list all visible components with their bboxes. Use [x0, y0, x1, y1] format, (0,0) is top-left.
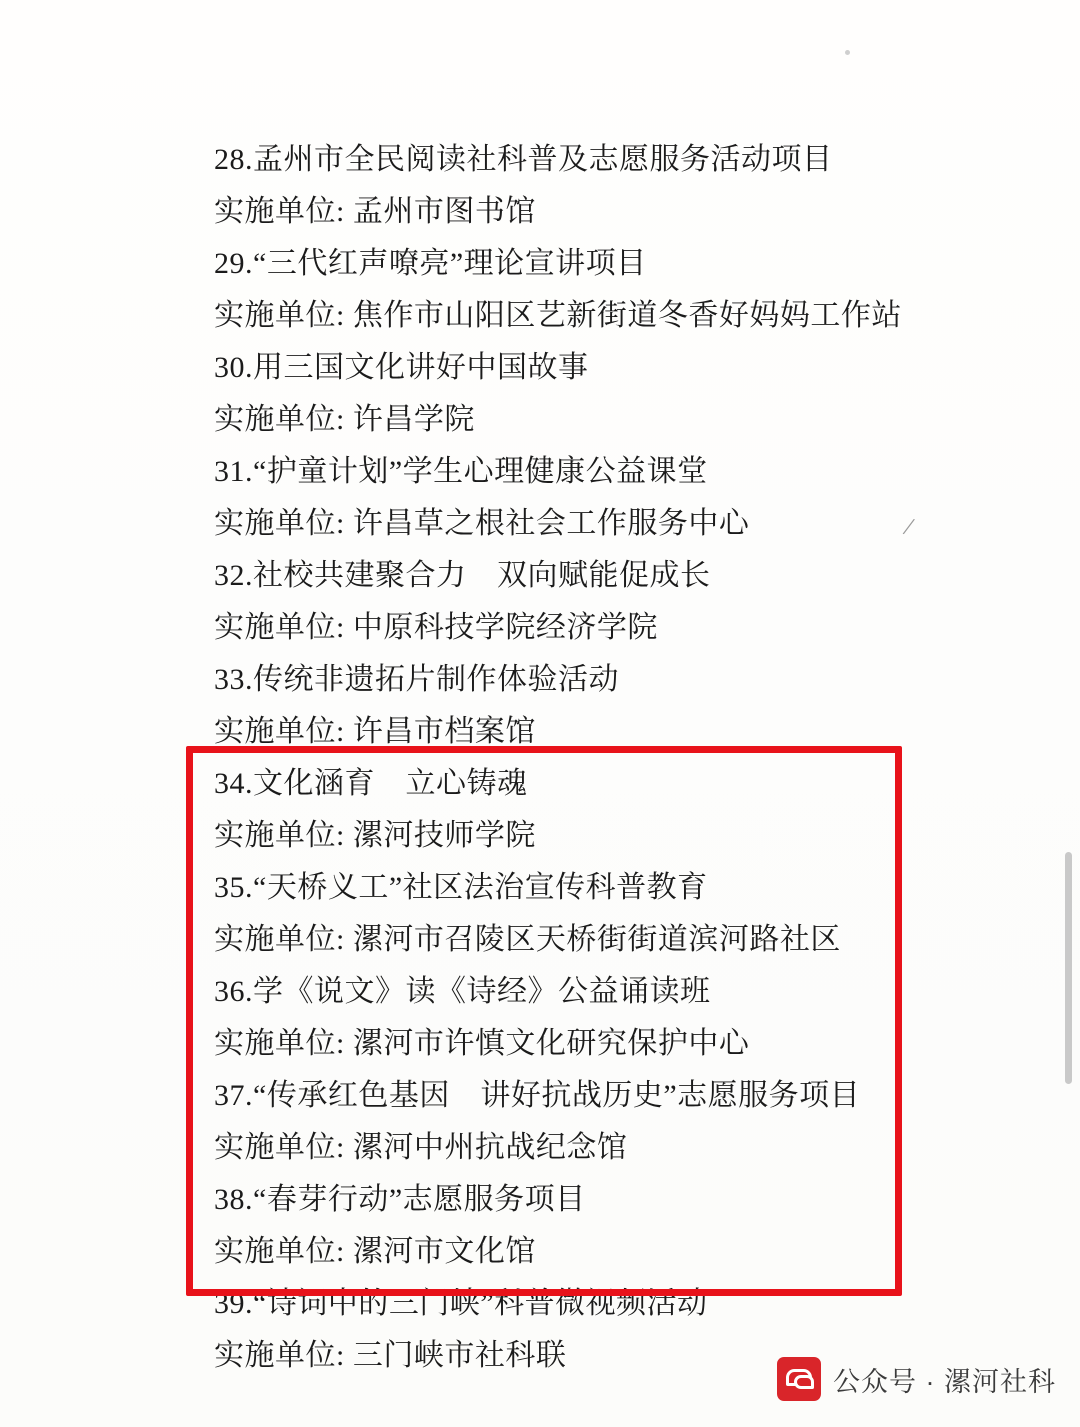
implementing-unit-line [0, 290, 1080, 342]
unit-label: 实施单位: [214, 299, 345, 332]
unit-name: 漯河中州抗战纪念馆 [352, 1131, 628, 1164]
item-number: 31. [214, 455, 253, 488]
spacer [345, 1131, 353, 1164]
item-title: 学《说文》读《诗经》公益诵读班 [253, 975, 711, 1008]
unit-label: 实施单位: [214, 715, 345, 748]
implementing-unit-line [0, 1018, 1080, 1070]
unit-name: 三门峡市社科联 [352, 1339, 567, 1372]
project-item-line [0, 342, 1080, 394]
unit-label: 实施单位: [214, 507, 345, 540]
item-number: 29. [214, 247, 253, 280]
spacer [345, 403, 353, 436]
unit-label: 实施单位: [214, 923, 345, 956]
project-item-line [0, 1070, 1080, 1122]
unit-name: 漯河市许慎文化研究保护中心 [352, 1027, 750, 1060]
implementing-unit-line [0, 498, 1080, 550]
item-number: 36. [214, 975, 253, 1008]
item-title: “传承红色基因 讲好抗战历史”志愿服务项目 [253, 1079, 861, 1112]
spacer [345, 819, 353, 852]
implementing-unit-line [0, 394, 1080, 446]
spacer [345, 507, 353, 540]
unit-label: 实施单位: [214, 819, 345, 852]
project-item-line [0, 758, 1080, 810]
implementing-unit-line [0, 186, 1080, 238]
watermark [777, 1357, 1056, 1401]
item-number: 35. [214, 871, 253, 904]
implementing-unit-line [0, 602, 1080, 654]
spacer [345, 299, 353, 332]
unit-label: 实施单位: [214, 1131, 345, 1164]
item-title: 文化涵育 立心铸魂 [253, 767, 528, 800]
project-item-line [0, 1278, 1080, 1330]
spacer [345, 611, 353, 644]
unit-label: 实施单位: [214, 403, 345, 436]
item-title: “三代红声嘹亮”理论宣讲项目 [253, 247, 647, 280]
implementing-unit-line [0, 810, 1080, 862]
item-number: 33. [214, 663, 253, 696]
implementing-unit-line [0, 1226, 1080, 1278]
spacer [345, 1027, 353, 1060]
vertical-scrollbar[interactable] [1065, 852, 1072, 1084]
project-item-line [0, 862, 1080, 914]
unit-name: 漯河市召陵区天桥街街道滨河路社区 [352, 923, 841, 956]
project-item-line [0, 1174, 1080, 1226]
unit-label: 实施单位: [214, 611, 345, 644]
project-item-line [0, 550, 1080, 602]
unit-name: 许昌市档案馆 [352, 715, 536, 748]
item-title: “诗词中的三门峡”科普微视频活动 [253, 1287, 708, 1320]
unit-name: 中原科技学院经济学院 [352, 611, 658, 644]
unit-label: 实施单位: [214, 1235, 345, 1268]
unit-name: 漯河技师学院 [352, 819, 536, 852]
unit-name: 许昌学院 [352, 403, 475, 436]
implementing-unit-line [0, 1122, 1080, 1174]
spacer [345, 715, 353, 748]
scan-speck [845, 50, 850, 55]
item-title: 用三国文化讲好中国故事 [253, 351, 589, 384]
item-number: 39. [214, 1287, 253, 1320]
project-item-line [0, 446, 1080, 498]
unit-label: 实施单位: [214, 195, 345, 228]
spacer [345, 923, 353, 956]
item-title: 孟州市全民阅读社科普及志愿服务活动项目 [253, 143, 833, 176]
item-title: 社校共建聚合力 双向赋能促成长 [253, 559, 711, 592]
spacer [345, 1339, 353, 1372]
watermark-label: 公众号 · 漯河社科 [833, 1366, 1056, 1397]
project-item-line [0, 134, 1080, 186]
item-title: “春芽行动”志愿服务项目 [253, 1183, 586, 1216]
unit-name: 焦作市山阳区艺新街道冬香好妈妈工作站 [352, 299, 902, 332]
item-number: 30. [214, 351, 253, 384]
item-title: “护童计划”学生心理健康公益课堂 [253, 455, 708, 488]
spacer [345, 195, 353, 228]
unit-label: 实施单位: [214, 1339, 345, 1372]
unit-label: 实施单位: [214, 1027, 345, 1060]
spacer [345, 1235, 353, 1268]
implementing-unit-line [0, 914, 1080, 966]
project-item-line [0, 966, 1080, 1018]
project-item-line [0, 654, 1080, 706]
item-number: 32. [214, 559, 253, 592]
unit-name: 许昌草之根社会工作服务中心 [352, 507, 750, 540]
unit-name: 漯河市文化馆 [352, 1235, 536, 1268]
implementing-unit-line [0, 706, 1080, 758]
item-number: 38. [214, 1183, 253, 1216]
item-title: 传统非遗拓片制作体验活动 [253, 663, 619, 696]
stray-pen-mark: / [900, 511, 917, 542]
wechat-official-account-icon [777, 1357, 821, 1401]
item-title: “天桥义工”社区法治宣传科普教育 [253, 871, 708, 904]
project-item-line [0, 238, 1080, 290]
item-number: 37. [214, 1079, 253, 1112]
unit-name: 孟州市图书馆 [352, 195, 536, 228]
item-number: 34. [214, 767, 253, 800]
item-number: 28. [214, 143, 253, 176]
